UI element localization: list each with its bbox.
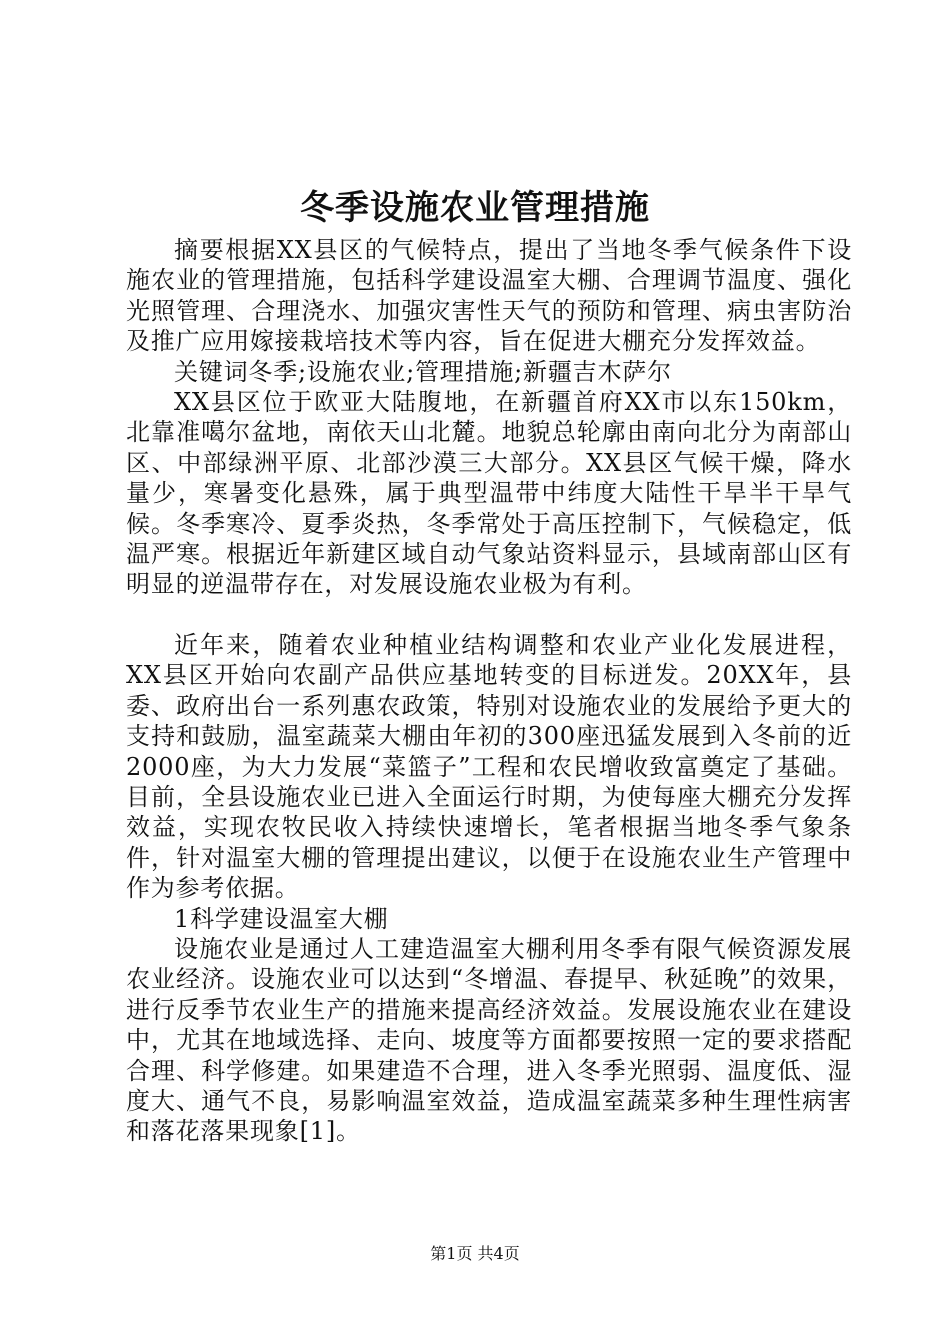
- page-footer: 第1页 共4页: [430, 1244, 520, 1263]
- abstract-paragraph: 摘要根据XX县区的气候特点，提出了当地冬季气候条件下设施农业的管理措施，包括科学建设温室大棚、合理调节温度、强化光照管理、合理浇水、加强灾害性天气的预防和管理、病虫害防治及推广应用嫁接栽培技术等内容，旨在促进大棚充分发挥效益。: [126, 236, 852, 356]
- document-body: [126, 235, 852, 1147]
- document-title: 冬季设施农业管理措施: [300, 188, 650, 228]
- background-paragraph: 近年来，随着农业种植业结构调整和农业产业化发展进程，XX县区开始向农副产品供应基地转变的目标迸发。20XX年，县委、政府出台一系列惠农政策，特别对设施农业的发展给予更大的支持和鼓励，温室蔬菜大棚由年初的300座迅猛发展到入冬前的近2000座，为大力发展“菜篮子”工程和农民增收致富奠定了基础。目前，全县设施农业已进入全面运行时期，为使每座大棚充分发挥效益，实现农牧民收入持续快速增长，笔者根据当地冬季气象条件，针对温室大棚的管理提出建议，以便于在设施农业生产管理中作为参考依据。: [126, 630, 852, 903]
- region-paragraph: XX县区位于欧亚大陆腹地，在新疆首府XX市以东150km，北靠准噶尔盆地，南依天山北麓。地貌总轮廓由南向北分为南部山区、中部绿洲平原、北部沙漠三大部分。XX县区气候干燥，降水量少，寒暑变化悬殊，属于典型温带中纬度大陆性干旱半干旱气候。冬季寒冷、夏季炎热，冬季常处于高压控制下，气候稳定，低温严寒。根据近年新建区域自动气象站资料显示，县域南部山区有明显的逆温带存在，对发展设施农业极为有利。: [126, 388, 852, 599]
- keywords-paragraph: 关键词冬季;设施农业;管理措施;新疆吉木萨尔: [174, 357, 672, 386]
- section-paragraph: 设施农业是通过人工建造温室大棚利用冬季有限气候资源发展农业经济。设施农业可以达到“冬增温、春提早、秋延晚”的效果，进行反季节农业生产的措施来提高经济效益。发展设施农业在建设中，尤其在地域选择、走向、坡度等方面都要按照一定的要求搭配合理、科学修建。如果建造不合理，进入冬季光照弱、温度低、湿度大、通气不良，易影响温室效益，造成温室蔬菜多种生理性病害和落花落果现象[1]。: [126, 934, 852, 1146]
- section-heading: 1科学建设温室大棚: [174, 904, 389, 933]
